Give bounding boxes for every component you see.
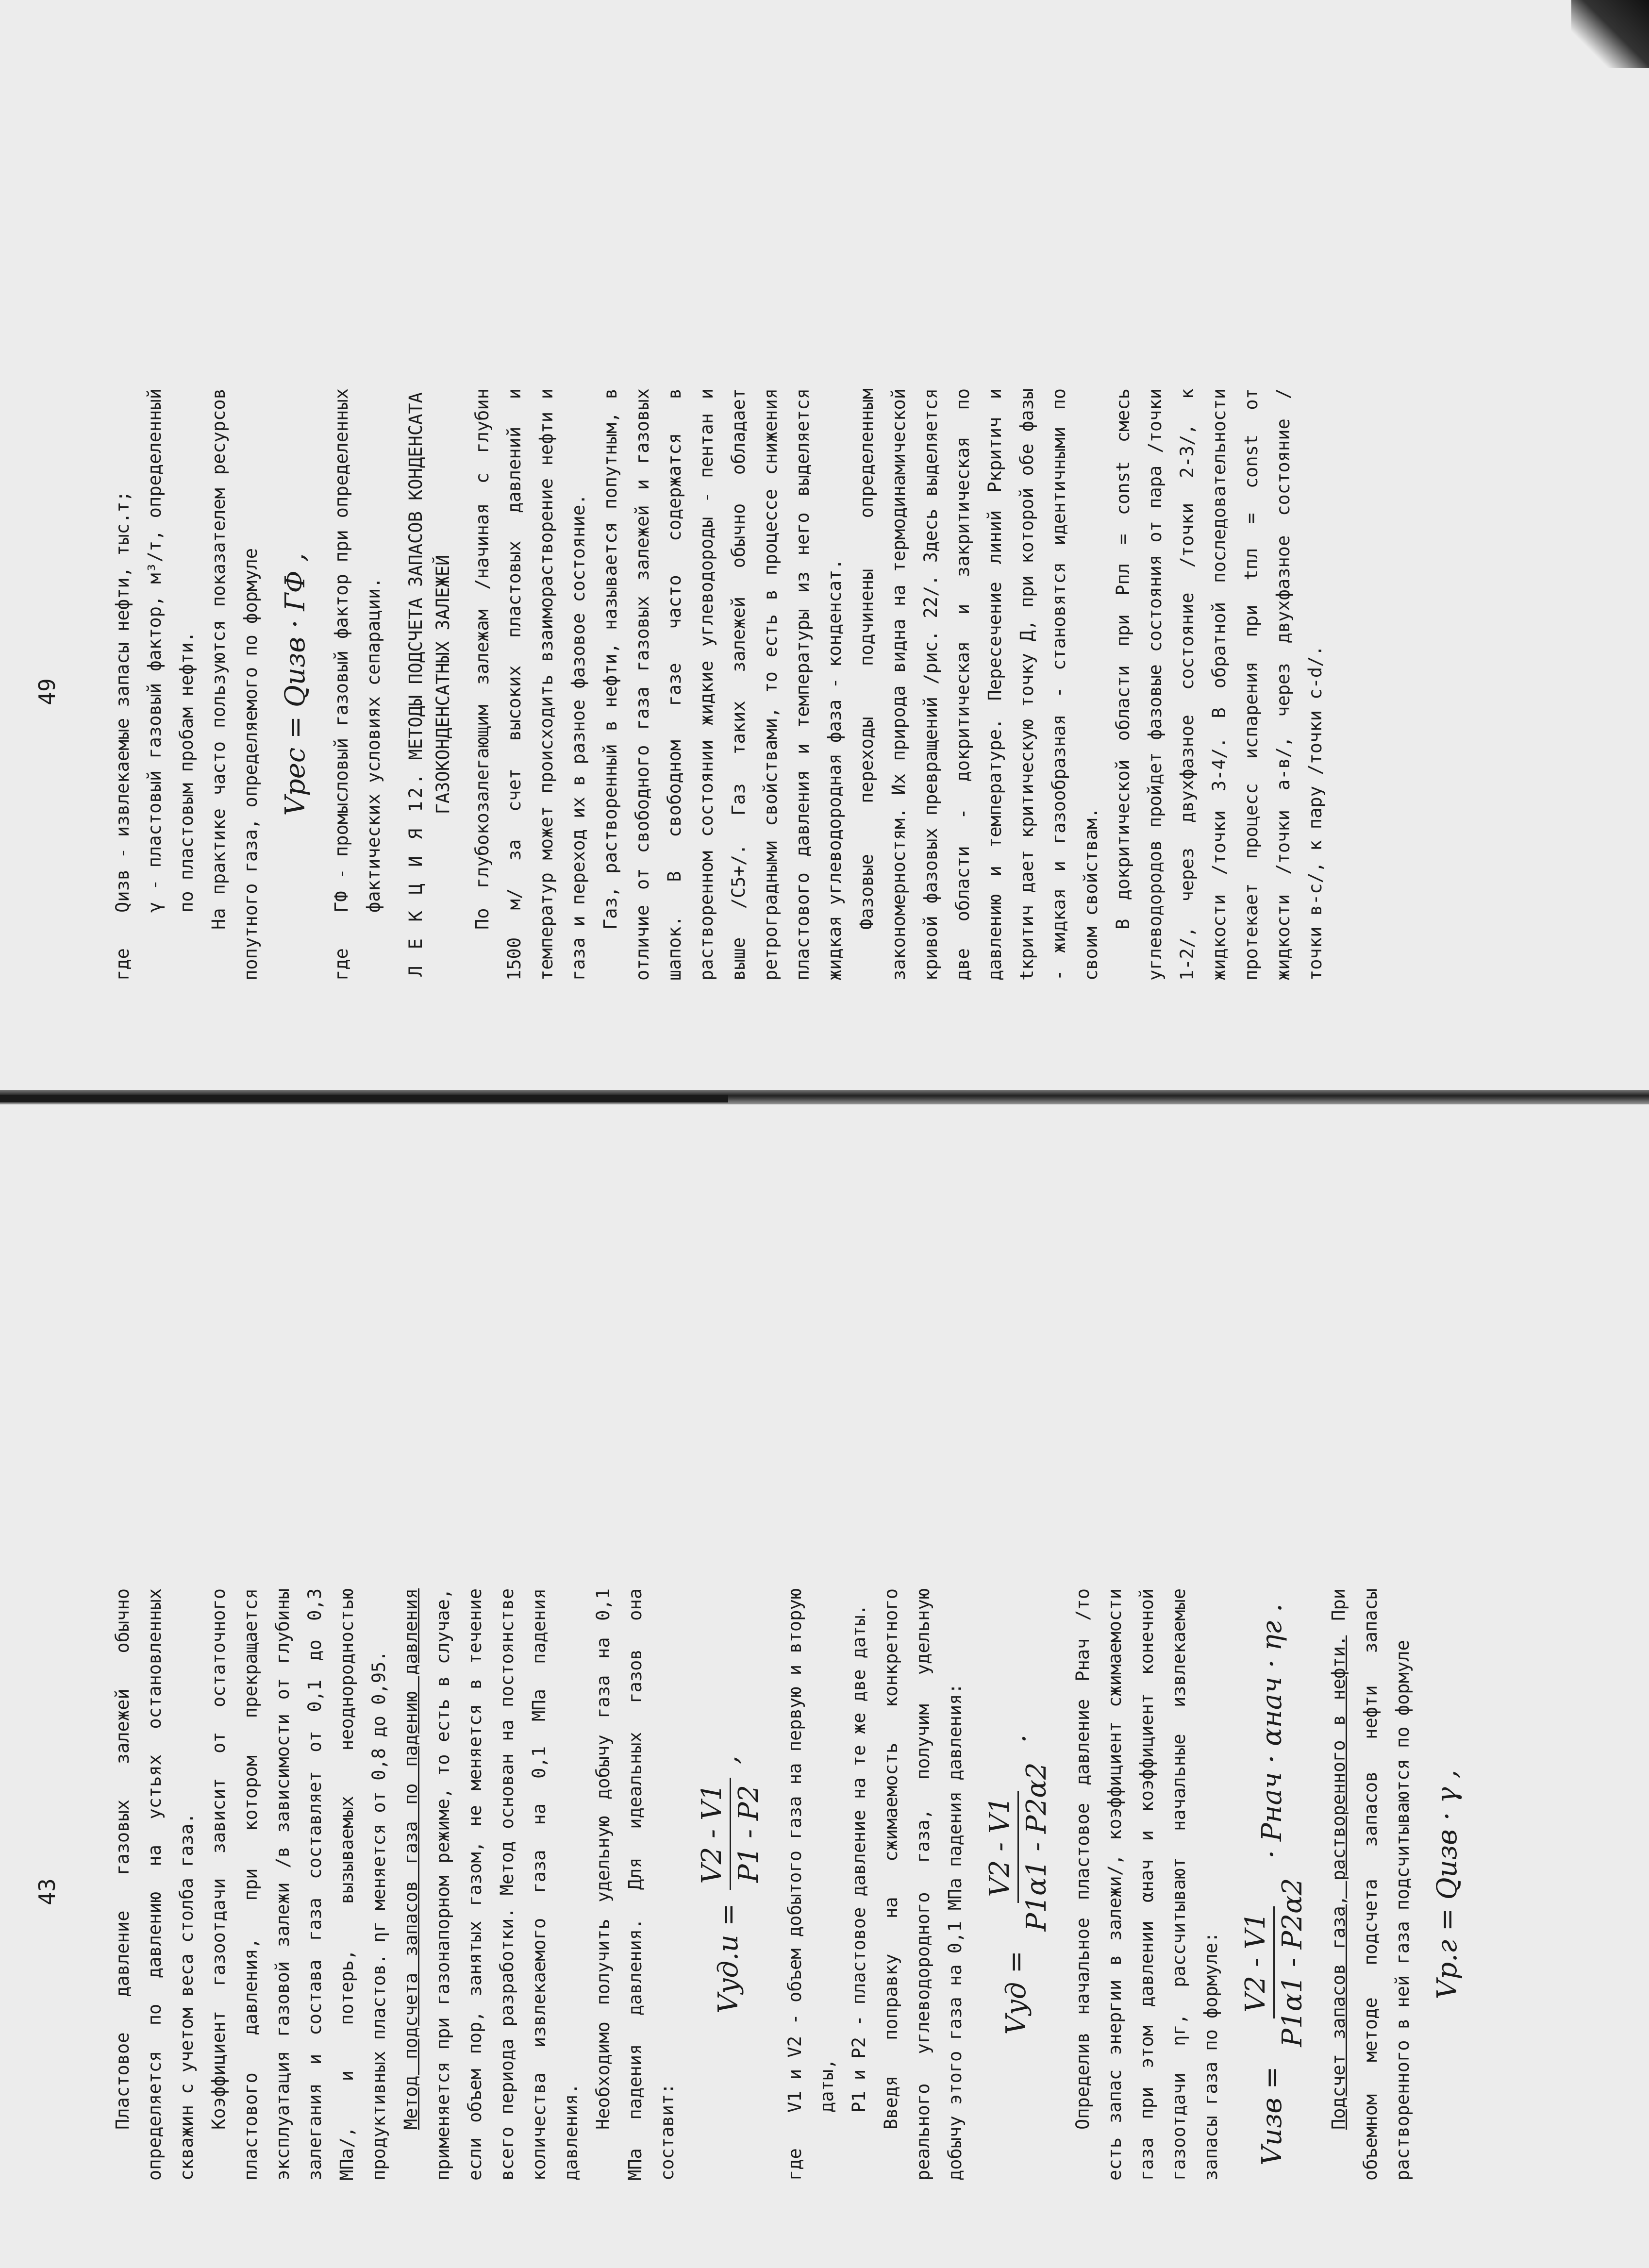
formula-tail: · Pнач · αнач · ηг . — [1256, 1603, 1288, 1859]
fraction — [984, 1756, 1052, 1937]
paragraph: Определив начальное пластовое давление Pнач /то есть запас энергии в залежи/, коэффициент сжимаемости газа при этом давлении αнач и коэффициент конечной газоотдачи ηг, рассчитывают начальные извлекаемые запасы газа по формуле: — [1072, 1588, 1221, 2181]
formula-real-gas — [984, 1588, 1052, 2181]
page-43 — [0, 1516, 1649, 2268]
scan-corner-shadow — [1571, 0, 1649, 68]
definition: Qизв - извлекаемые запасы нефти, тыс.т; — [112, 491, 133, 913]
lecture-title: МЕТОДЫ ПОДСЧЕТА ЗАПАСОВ КОНДЕНСАТА — [405, 392, 426, 760]
paragraph: Фазовые переходы подчинены определенным закономерностям. Их природа видна на термодинамической кривой фазовых превращений /рис. 22/. Здесь выделяется две области - докритическая и закритическая по давлению и температуре. Пересечение линий Pкритич и tкритич дает критическую точку Д, при которой обе фазы - жидкая и газообразная - становятся идентичными по своим свойствам. — [856, 388, 1101, 981]
formula-recoverable — [1240, 1588, 1308, 2181]
lecture-heading-line — [402, 388, 430, 981]
definitions — [779, 1588, 875, 2181]
definition: V1 и V2 - объем добытого газа на первую и вторую даты, — [784, 1588, 837, 2113]
page-number: 49 — [34, 678, 60, 705]
paragraph — [1323, 1588, 1419, 2181]
formula-lhs: Vуд.и = — [713, 1903, 744, 2014]
denominator: P1 - P2 — [733, 1784, 765, 1883]
paragraph: По глубокозалегающим залежам /начиная с глубин 1500 м/ за счет высоких пластовых давлений и температур может происходить взаиморастворение нефти и газа и переход их в разное фазовое состояние. — [472, 388, 589, 981]
paragraph: На практике часто пользуются показателем ресурсов попутного газа, определяемого по формуле — [208, 388, 261, 981]
formula-associated-gas: Vрес = Qизв · ГФ , — [280, 553, 311, 816]
where-label: где — [112, 948, 133, 981]
where-label: где — [331, 948, 352, 981]
paragraph: Газ, растворенный в нефти, называется попутным, в отличие от свободного газа газовых залежей и газовых шапок. В свободном газе часто содержатся в растворенном состоянии жидкие углеводороды - пентан и выше /C5+/. Газ таких залежей обычно обладает ретроградными свойствами, то есть в процессе снижения пластового давления и температуры из него выделяется жидкая углеводородная фаза - конденсат. — [600, 388, 845, 981]
section-title: Подсчет запасов газа, растворенного в нефти. — [1328, 1635, 1349, 2130]
paragraph: Введя поправку на сжимаемость конкретного реального углеводородного газа, получим удельную добычу этого газа на 0,1 МПа падения давления: — [881, 1588, 966, 2181]
definitions — [326, 388, 390, 981]
page-body — [107, 1588, 1576, 2181]
denominator: P1α1 - P2α2 — [1277, 1878, 1308, 2047]
fraction — [696, 1778, 765, 1890]
fraction — [1240, 1872, 1308, 2053]
where-label: где — [784, 2148, 805, 2181]
paragraph — [395, 1588, 587, 2181]
page-body — [107, 388, 1576, 981]
formula-lhs: Vизв = — [1256, 2066, 1288, 2166]
paragraph: В докритической области при Pпл = const смесь углеводородов пройдет фазовые состояния от пара /точки 1-2/, через двухфазное состояние /точки 2-3/, к жидкости /точки 3-4/. В обратной последовательности протекает процесс испарения при tпл = const от жидкости /точки а-в/, через двухфазное состояние /точки в-с/, к пару /точки с-d/. — [1113, 388, 1326, 981]
lecture-title-line-2: ГАЗОКОНДЕНСАТНЫХ ЗАЛЕЖЕЙ — [433, 554, 453, 815]
page-number: 43 — [34, 1878, 60, 1905]
formula-tail: . — [1000, 1734, 1032, 1743]
paragraph: Пластовое давление газовых залежей обычно определяется по давлению на устьях остановленных скважин с учетом веса столба газа. — [112, 1588, 197, 2181]
definition: P1 и P2 - пластовое давление на те же две даты. — [849, 1604, 869, 2113]
definition: γ - пластовый газовый фактор, м³/т, определенный по пластовым пробам нефти. — [144, 388, 197, 913]
formula-dissolved-gas: Vр.г = Qизв · γ , — [1432, 1769, 1463, 2000]
numerator: V2 - V1 — [984, 1791, 1019, 1903]
formula-lhs: Vуд = — [1000, 1951, 1032, 2035]
page-fold-shadow — [0, 1095, 728, 1102]
method-title: Метод подсчета запасов газа по падению давления — [400, 1588, 421, 2130]
definitions — [107, 388, 203, 981]
numerator: V2 - V1 — [1240, 1906, 1275, 2018]
numerator: V2 - V1 — [696, 1778, 731, 1890]
paragraph: Коэффициент газоотдачи зависит от остаточного пластового давления, при котором прекращается эксплуатация газовой залежи /в зависимости от глубины залегания и состава газа составляет от 0,1 до 0,3 МПа/, и потерь, вызываемых неоднородностью продуктивных пластов. ηг меняется от 0,8 до 0,95. — [208, 1588, 389, 2181]
formula-tail: , — [713, 1755, 744, 1765]
paragraph-text: применяется при газонапорном режиме, то есть в случае, если объем пор, занятых газом, не меняется в течение всего периода разработки. Метод основан на постоянстве количества извлекаемого газа на 0,1 МПа падения давления. — [433, 1588, 582, 2181]
paragraph-text: При объемном методе подсчета запасов нефти запасы растворенного в ней газа подсчитываются по формуле — [1328, 1588, 1413, 2181]
definition: ГФ - промысловый газовый фактор при определенных фактических условиях сепарации. — [331, 388, 384, 913]
page-49 — [0, 316, 1649, 1068]
lecture-label: Л Е К Ц И Я 12. — [405, 770, 426, 977]
paragraph: Необходимо получить удельную добычу газа на 0,1 МПа падения давления. Для идеальных газов она составит: — [593, 1588, 678, 2181]
formula-ideal-gas — [696, 1588, 765, 2181]
lecture-heading — [402, 388, 457, 981]
denominator: P1α1 - P2α2 — [1021, 1762, 1052, 1932]
